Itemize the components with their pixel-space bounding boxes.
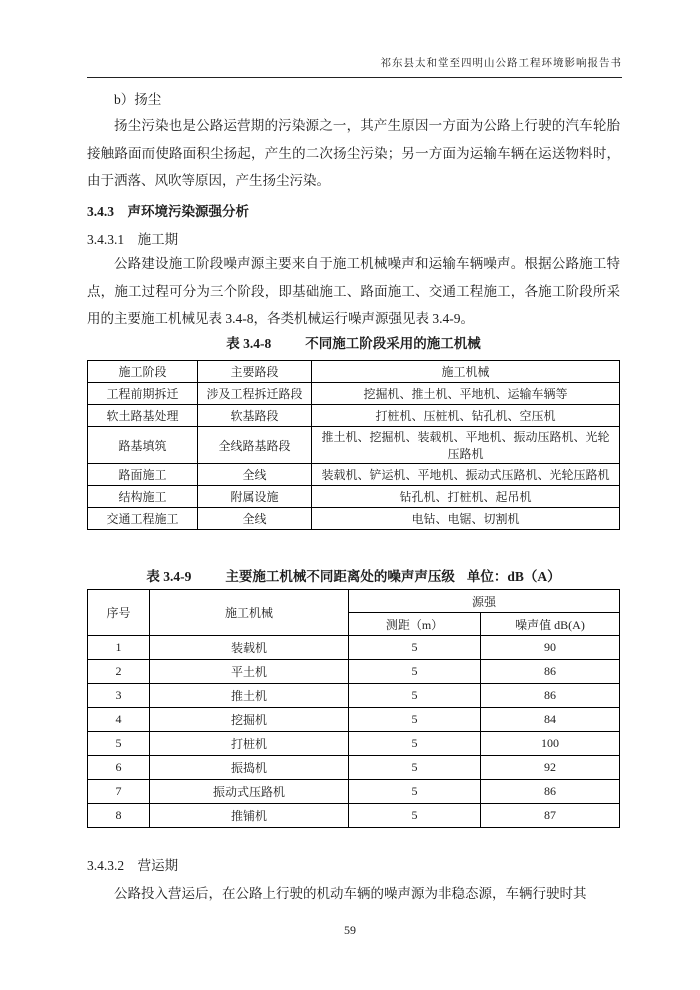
table-cell: 打桩机 <box>150 732 349 756</box>
header-cell: 测距（m） <box>349 613 481 636</box>
table-row <box>88 405 620 427</box>
table-cell: 5 <box>349 780 481 804</box>
table-3-4-9-title: 主要施工机械不同距离处的噪声声压级 <box>225 569 455 584</box>
table-cell: 软土路基处理 <box>88 405 198 427</box>
table-cell: 振动式压路机 <box>150 780 349 804</box>
table-cell: 5 <box>349 804 481 828</box>
table-cell: 装载机 <box>150 636 349 660</box>
table-3-4-9-label: 表 3.4-9 <box>146 569 192 584</box>
page-number: 59 <box>344 923 356 937</box>
table-cell: 4 <box>88 708 150 732</box>
table-cell: 5 <box>88 732 150 756</box>
table-cell: 8 <box>88 804 150 828</box>
table-cell: 2 <box>88 660 150 684</box>
sub-heading-dust: b）扬尘 <box>114 92 162 107</box>
table-cell: 打桩机、压桩机、钻孔机、空压机 <box>312 405 620 427</box>
header-cell: 噪声值 dB(A) <box>481 613 620 636</box>
table-row <box>88 732 620 756</box>
table-row <box>88 684 620 708</box>
table-cell: 5 <box>349 756 481 780</box>
table-row <box>88 486 620 508</box>
table-cell: 钻孔机、打桩机、起吊机 <box>312 486 620 508</box>
table-cell: 挖掘机 <box>150 708 349 732</box>
table-cell: 挖掘机、推土机、平地机、运输车辆等 <box>312 383 620 405</box>
table-cell: 92 <box>481 756 620 780</box>
table-cell: 全线路基路段 <box>198 427 312 464</box>
table-cell: 路基填筑 <box>88 427 198 464</box>
table-cell: 全线 <box>198 464 312 486</box>
header-cell: 序号 <box>88 590 150 636</box>
table-cell: 87 <box>481 804 620 828</box>
table-cell: 平土机 <box>150 660 349 684</box>
table-cell: 附属设施 <box>198 486 312 508</box>
paragraph-dust: 扬尘污染也是公路运营期的污染源之一，其产生原因一方面为公路上行驶的汽车轮胎接触路面而使路面积尘扬起，产生的二次扬尘污染；另一方面为运输车辆在运送物料时，由于洒落、风吹等原因，产生扬尘污染。 <box>87 118 620 188</box>
heading-3-4-3-2: 3.4.3.2 营运期 <box>87 858 179 873</box>
table-cell: 86 <box>481 660 620 684</box>
table-cell: 推土机、挖掘机、装载机、平地机、振动压路机、光轮压路机 <box>312 427 620 464</box>
paragraph-operation: 公路投入营运后，在公路上行驶的机动车辆的噪声源为非稳态源，车辆行驶时其 <box>114 886 587 901</box>
heading-3-4-3-1: 3.4.3.1 施工期 <box>87 232 179 247</box>
table-row <box>88 383 620 405</box>
header-cell: 施工机械 <box>150 590 349 636</box>
heading-3-4-3: 3.4.3 声环境污染源强分析 <box>87 204 249 219</box>
table-cell: 100 <box>481 732 620 756</box>
table-3-4-8 <box>87 360 620 530</box>
table-3-4-9 <box>87 589 620 828</box>
table-cell: 90 <box>481 636 620 660</box>
table-cell: 涉及工程拆迁路段 <box>198 383 312 405</box>
table-row <box>88 636 620 660</box>
table-row <box>88 660 620 684</box>
table-cell: 装载机、铲运机、平地机、振动式压路机、光轮压路机 <box>312 464 620 486</box>
paragraph-construction: 公路建设施工阶段噪声源主要来自于施工机械噪声和运输车辆噪声。根据公路施工特点，施工过程可分为三个阶段，即基础施工、路面施工、交通工程施工，各施工阶段所采用的主要施工机械见表 3.4-8，各类机械运行噪声源强见表 3.4-9。 <box>87 256 620 326</box>
header-cell-group: 源强 <box>349 590 620 613</box>
header-cell: 主要路段 <box>198 361 312 383</box>
table-cell: 全线 <box>198 508 312 530</box>
table-header-row <box>88 361 620 383</box>
table-row <box>88 804 620 828</box>
table-row <box>88 756 620 780</box>
table-row <box>88 427 620 464</box>
table-cell: 86 <box>481 780 620 804</box>
table-cell: 5 <box>349 684 481 708</box>
table-row <box>88 508 620 530</box>
table-cell: 软基路段 <box>198 405 312 427</box>
header-cell: 施工机械 <box>312 361 620 383</box>
table-cell: 7 <box>88 780 150 804</box>
table-cell: 5 <box>349 636 481 660</box>
table-cell: 5 <box>349 660 481 684</box>
table-cell: 推铺机 <box>150 804 349 828</box>
running-header-text: 祁东县太和堂至四明山公路工程环境影响报告书 <box>87 55 622 78</box>
table-cell: 结构施工 <box>88 486 198 508</box>
table-row <box>88 780 620 804</box>
table-row <box>88 464 620 486</box>
table-cell: 5 <box>349 708 481 732</box>
table-cell: 86 <box>481 684 620 708</box>
table-cell: 1 <box>88 636 150 660</box>
table-3-4-9-caption <box>87 565 620 585</box>
table-cell: 6 <box>88 756 150 780</box>
table-3-4-8-caption <box>87 332 620 352</box>
table-3-4-8-label: 表 3.4-8 <box>226 336 272 351</box>
table-cell: 路面施工 <box>88 464 198 486</box>
table-cell: 5 <box>349 732 481 756</box>
table-cell: 推土机 <box>150 684 349 708</box>
header-cell: 施工阶段 <box>88 361 198 383</box>
table-cell: 84 <box>481 708 620 732</box>
table-cell: 3 <box>88 684 150 708</box>
table-cell: 振捣机 <box>150 756 349 780</box>
table-3-4-8-title: 不同施工阶段采用的施工机械 <box>305 336 481 351</box>
table-header-row <box>88 590 620 613</box>
table-cell: 交通工程施工 <box>88 508 198 530</box>
table-cell: 电钻、电锯、切割机 <box>312 508 620 530</box>
table-3-4-9-unit: 单位：dB（A） <box>466 569 561 584</box>
table-cell: 工程前期拆迁 <box>88 383 198 405</box>
table-row <box>88 708 620 732</box>
